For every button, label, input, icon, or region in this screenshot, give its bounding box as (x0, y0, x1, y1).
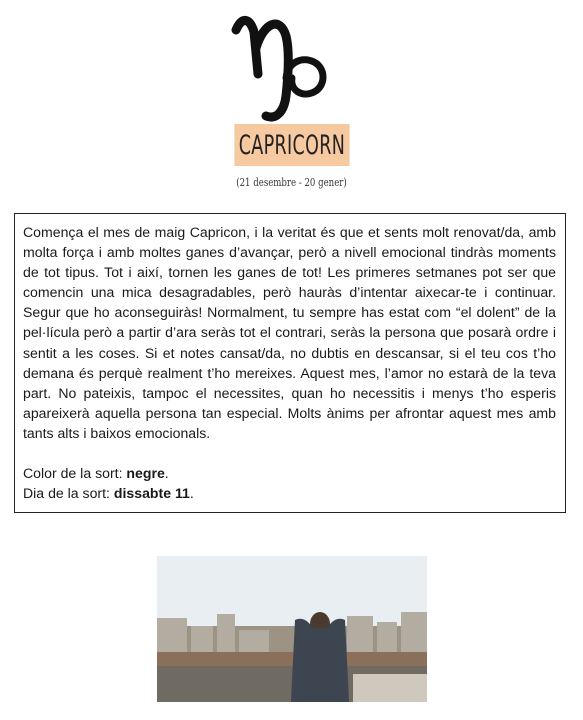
lucky-color-period: . (164, 465, 169, 482)
city-photo-illustration (157, 556, 427, 702)
lucky-color-line (23, 463, 556, 483)
sign-title: CAPRICORN (234, 124, 349, 166)
lucky-info (23, 463, 556, 503)
horoscope-box (14, 213, 566, 513)
lucky-day-line (23, 483, 556, 503)
sign-dates: (21 desembre - 20 gener) (236, 176, 347, 189)
lucky-color-value: negre (126, 465, 165, 482)
capricorn-symbol-icon (228, 8, 348, 126)
lucky-day-period: . (189, 485, 194, 502)
horoscope-text: Comença el mes de maig Capricon, i la veritat és que et sents molt renovat/da, amb molta força i amb moltes ganes d’avançar, però a nivell emocional tindràs moments de tot tipus. Tot i així, tornen les ganes de tot! Les primeres setmanes pot ser que comencin una mica desagradables, però hauràs d’intentar aixecar-te i continuar. Segur que ho aconseguiràs! Normalment, tu sempre has estat com “el dolent” de la pel·lícula però a partir d’ara seràs tot el contrari, seràs la persona que posarà ordre i sentit a les coses. Si et notes cansat/da, no dubtis en descansar, si el teu cos t’ho demana és perquè realment t’ho mereixes. Aquest mes, l’amor no estarà de la teva part. No pateixis, tampoc el necessites, quan ho necessitis i menys t’ho esperis apareixerà aquella persona tan especial. Molts ànims per afrontar aquest mes amb tants alts i baixos emocionals. (23, 224, 556, 441)
city-photo (157, 556, 427, 702)
sign-title-wrap (0, 124, 583, 166)
lucky-color-label: Color de la sort: (23, 465, 127, 482)
lucky-day-value: dissabte 11 (113, 485, 190, 502)
lucky-day-label: Dia de la sort: (23, 485, 114, 502)
